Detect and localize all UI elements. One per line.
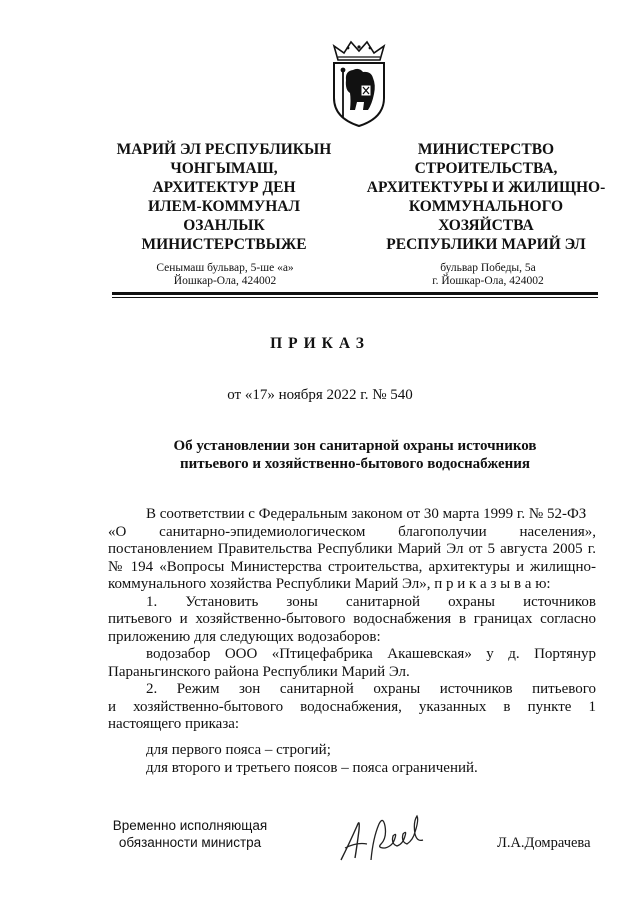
header-left-line: ОЗАНЛЫК [183, 217, 265, 234]
coat-of-arms-icon [328, 38, 390, 130]
body-line: В соответствии с Федеральным законом от 30 марта 1999 г. № 52-ФЗ [146, 506, 587, 522]
header-left-line: ИЛЕМ-КОММУНАЛ [147, 198, 301, 215]
header-right-line: АРХИТЕКТУРЫ И ЖИЛИЩНО- [366, 179, 606, 196]
order-subject [120, 437, 590, 473]
header-left [104, 140, 344, 254]
handwritten-signature [335, 808, 430, 868]
body-line: и хозяйственно-бытового водоснабжения, указанных в пункте 1 [108, 698, 596, 715]
address-left-line: Йошкар-Ола, 424002 [173, 275, 277, 287]
header-right [358, 140, 614, 254]
subject-line: питьевого и хозяйственно-бытового водоснабжения [179, 456, 531, 472]
body-line: водозабор ООО «Птицефабрика Акашевская» у д. Портянур [146, 646, 596, 662]
signer-position-line: обязанности министра [118, 835, 262, 850]
header-right-line: РЕСПУБЛИКИ МАРИЙ ЭЛ [386, 236, 586, 253]
header-divider-thin [112, 297, 598, 298]
header-right-line: МИНИСТЕРСТВО [417, 141, 555, 158]
body-line: постановлением Правительства Республики Марий Эл от 5 августа 2005 г. [108, 541, 596, 557]
regime-item: для первого пояса – строгий; [146, 742, 331, 758]
body-line: настоящего приказа: [108, 716, 240, 732]
address-right [378, 262, 598, 288]
body-line: «О санитарно-эпидемиологическом благополучии населения», [108, 523, 596, 540]
signer-position-line: Временно исполняющая [112, 818, 268, 833]
signer-name: Л.А.Домрачева [497, 835, 591, 851]
header-right-line: КОММУНАЛЬНОГО [408, 198, 564, 215]
signer-position [110, 817, 270, 851]
body-line: коммунального хозяйства Республики Марий Эл», п р и к а з ы в а ю: [108, 576, 551, 592]
header-divider-thick [112, 292, 598, 295]
body-line: 1. Установить зоны санитарной охраны источников [146, 593, 596, 610]
body-line: питьевого и хозяйственно-бытового водоснабжения в границах согласно [108, 611, 596, 627]
header-left-line: ЧОНГЫМАШ, [170, 160, 278, 177]
body-line: приложению для следующих водозаборов: [108, 628, 381, 645]
header-right-line: ХОЗЯЙСТВА [438, 217, 534, 234]
subject-line: Об установлении зон санитарной охраны источников [173, 438, 537, 454]
body-line: 2. Режим зон санитарной охраны источников питьевого [146, 681, 596, 697]
address-left-line: Сенымаш бульвар, 5-ше «а» [156, 262, 294, 274]
address-right-line: г. Йошкар-Ола, 424002 [432, 275, 544, 287]
order-body [108, 506, 596, 734]
body-line: Параньгинского района Республики Марий Эл. [108, 663, 410, 680]
regime-item: для второго и третьего поясов – пояса ограничений. [146, 759, 478, 776]
header-left-line: АРХИТЕКТУР ДЕН [152, 179, 296, 196]
regime-list [108, 742, 596, 777]
order-title: ПРИКАЗ [270, 335, 370, 352]
header-left-line: МАРИЙ ЭЛ РЕСПУБЛИКЫН [116, 141, 332, 158]
header-left-line: МИНИСТЕРСТВЫЖЕ [141, 236, 307, 253]
address-right-line: бульвар Победы, 5а [440, 262, 536, 274]
address-left [130, 262, 320, 288]
body-line: № 194 «Вопросы Министерства строительства, архитектуры и жилищно- [108, 558, 596, 575]
header-right-line: СТРОИТЕЛЬСТВА, [414, 160, 558, 177]
order-date: от «17» ноября 2022 г. № 540 [227, 387, 413, 403]
